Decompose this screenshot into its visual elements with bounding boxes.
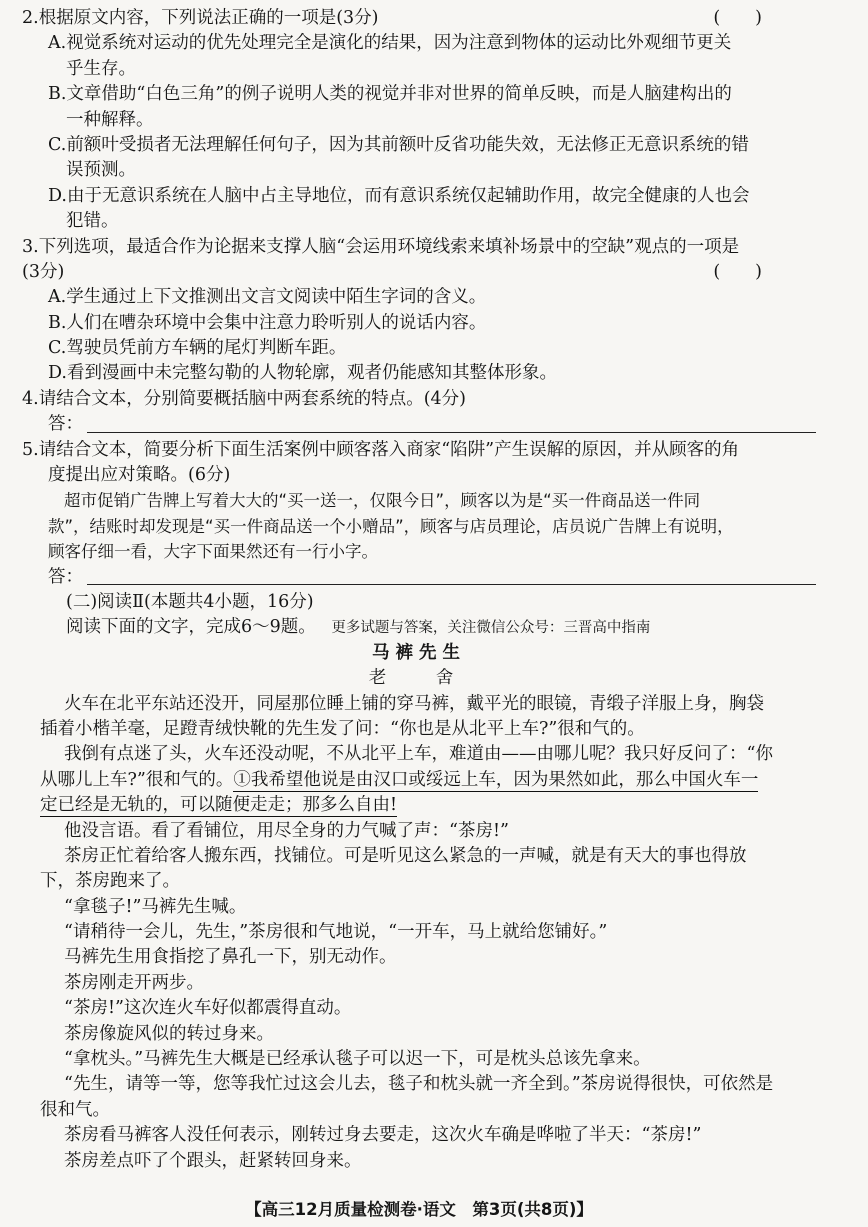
q2-option-a-line2: 乎生存。 <box>66 58 136 79</box>
story-p9: “茶房!”这次连火车好似都震得直动。 <box>64 998 352 1019</box>
q2-stem-text: 2.根据原文内容，下列说法正确的一项是(3分) <box>22 8 379 28</box>
q3-option-c: C.驾驶员凭前方车辆的尾灯判断车距。 <box>48 338 347 359</box>
q5-stem-line1: 5.请结合文本，简要分析下面生活案例中顾客落入商家“陷阱”产生误解的原因，并从顾客的角 <box>22 439 740 460</box>
q2-stem <box>22 6 816 31</box>
story-p7: 马裤先生用食指挖了鼻孔一下，别无动作。 <box>64 947 397 968</box>
story-p4-line1: 茶房正忙着给客人搬东西，找铺位。可是听见这么紧急的一声喊，就是有天大的事也得放 <box>64 845 747 866</box>
q3-stem: 3.下列选项，最适合作为论据来支撑人脑“会运用环境线索来填补场景中的空缺”观点的一项是 <box>22 236 740 257</box>
section2-instruction: 阅读下面的文字，完成6～9题。 <box>66 617 316 638</box>
q5-answer-line[interactable] <box>22 565 816 590</box>
q4-answer-line[interactable] <box>22 412 816 437</box>
story-p2-line2 <box>22 768 816 793</box>
story-p1-line1: 火车在北平东站还没开，同屋那位睡上铺的穿马裤，戴平光的眼镜，青缎子洋服上身，胸袋 <box>64 693 764 714</box>
q2-answer-bracket: ( ) <box>713 8 762 28</box>
q2-option-b-line2: 一种解释。 <box>66 109 154 130</box>
story-p3: 他没言语。看了看铺位，用尽全身的力气喊了声：“茶房!” <box>64 820 509 841</box>
section2-instruction-line <box>22 615 816 640</box>
q5-case-line1: 超市促销广告牌上写着大大的“买一送一，仅限今日”，顾客以为是“买一件商品送一件同 <box>64 491 701 511</box>
story-p5: “拿毯子!”马裤先生喊。 <box>64 896 247 917</box>
q3-option-a: A.学生通过上下文推测出文言文阅读中陌生字词的含义。 <box>48 287 487 308</box>
q2-option-d-line2: 犯错。 <box>66 211 119 232</box>
q4-stem: 4.请结合文本，分别简要概括脑中两套系统的特点。(4分) <box>22 388 466 409</box>
q2-option-c-line1: C.前额叶受损者无法理解任何句子，因为其前额叶反省功能失效，无法修正无意识系统的错 <box>48 134 749 155</box>
q4-answer-label: 答： <box>48 414 83 435</box>
story-p12-line2: 很和气。 <box>40 1099 110 1120</box>
story-p11: “拿枕头。”马裤先生大概是已经承认毯子可以迟一下，可是枕头总该先拿来。 <box>64 1049 651 1070</box>
q4-answer-rule <box>87 432 816 433</box>
story-p12-line1: “先生，请等一等，您等我忙过这会儿去，毯子和枕头就一齐全到。”茶房说得很快，可依然是 <box>64 1074 774 1095</box>
story-p6: “请稍待一会儿，先生，”茶房很和气地说，“一开车，马上就给您铺好。” <box>64 922 608 943</box>
q3-answer-bracket: ( ) <box>713 261 762 282</box>
q3-option-d: D.看到漫画中未完整勾勒的人物轮廓，观者仍能感知其整体形象。 <box>48 363 557 384</box>
page-footer: 【高三12月质量检测卷·语文 第3页(共8页)】 <box>245 1199 593 1219</box>
story-p14: 茶房差点吓了个跟头，赶紧转回身来。 <box>64 1150 362 1171</box>
story-p2-line3 <box>22 793 816 818</box>
story-p2-line2-plain: 从哪儿上车?”很和气的。 <box>40 769 234 790</box>
q3-option-b: B.人们在嘈杂环境中会集中注意力聆听别人的说话内容。 <box>48 312 487 333</box>
q2-option-d-line1: D.由于无意识系统在人脑中占主导地位，而有意识系统仅起辅助作用，故完全健康的人也会 <box>48 185 750 206</box>
story-author: 老 舍 <box>368 668 470 689</box>
q5-case-line2: 款”，结账时却发现是“买一件商品送一个小赠品”，顾客与店员理论，店员说广告牌上有说明， <box>48 516 734 536</box>
story-p8: 茶房刚走开两步。 <box>64 972 204 993</box>
q3-score: (3分) <box>22 261 65 282</box>
q5-stem-line2: 度提出应对策略。(6分) <box>48 465 231 486</box>
story-p1-line2: 插着小楷羊毫，足蹬青绒快靴的先生发了问：“你也是从北平上车?”很和气的。 <box>40 718 645 739</box>
wechat-notice: 更多试题与答案，关注微信公众号：三晋高中指南 <box>331 620 651 637</box>
q5-answer-label: 答： <box>48 566 83 587</box>
q2-option-c-line2: 误预测。 <box>66 160 136 181</box>
story-p2-line1: 我倒有点迷了头，火车还没动呢，不从北平上车，难道由——由哪儿呢？我只好反问了：“你 <box>64 744 773 765</box>
q5-case-line3: 顾客仔细一看，大字下面果然还有一行小字。 <box>48 542 378 562</box>
section2-heading: (二)阅读Ⅱ(本题共4小题，16分) <box>66 591 314 612</box>
story-p13: 茶房看马裤客人没任何表示，刚转过身去要走，这次火车确是哗啦了半天：“茶房!” <box>64 1125 702 1146</box>
q2-option-a-line1: A.视觉系统对运动的优先处理完全是演化的结果，因为注意到物体的运动比外观细节更关 <box>48 33 732 54</box>
q3-score-line <box>22 260 816 285</box>
underlined-sentence-1a: ①我希望他说是由汉口或绥远上车，因为果然如此，那么中国火车一 <box>233 769 759 790</box>
story-p4-line2: 下，茶房跑来了。 <box>40 871 180 892</box>
story-p10: 茶房像旋风似的转过身来。 <box>64 1023 274 1044</box>
q2-option-b-line1: B.文章借助“白色三角”的例子说明人类的视觉并非对世界的简单反映，而是人脑建构出的 <box>48 84 732 105</box>
q5-answer-rule <box>87 584 816 585</box>
story-title: 马裤先生 <box>372 642 466 663</box>
underlined-sentence-1b: 定已经是无轨的，可以随便走走；那多么自由! <box>40 795 398 816</box>
